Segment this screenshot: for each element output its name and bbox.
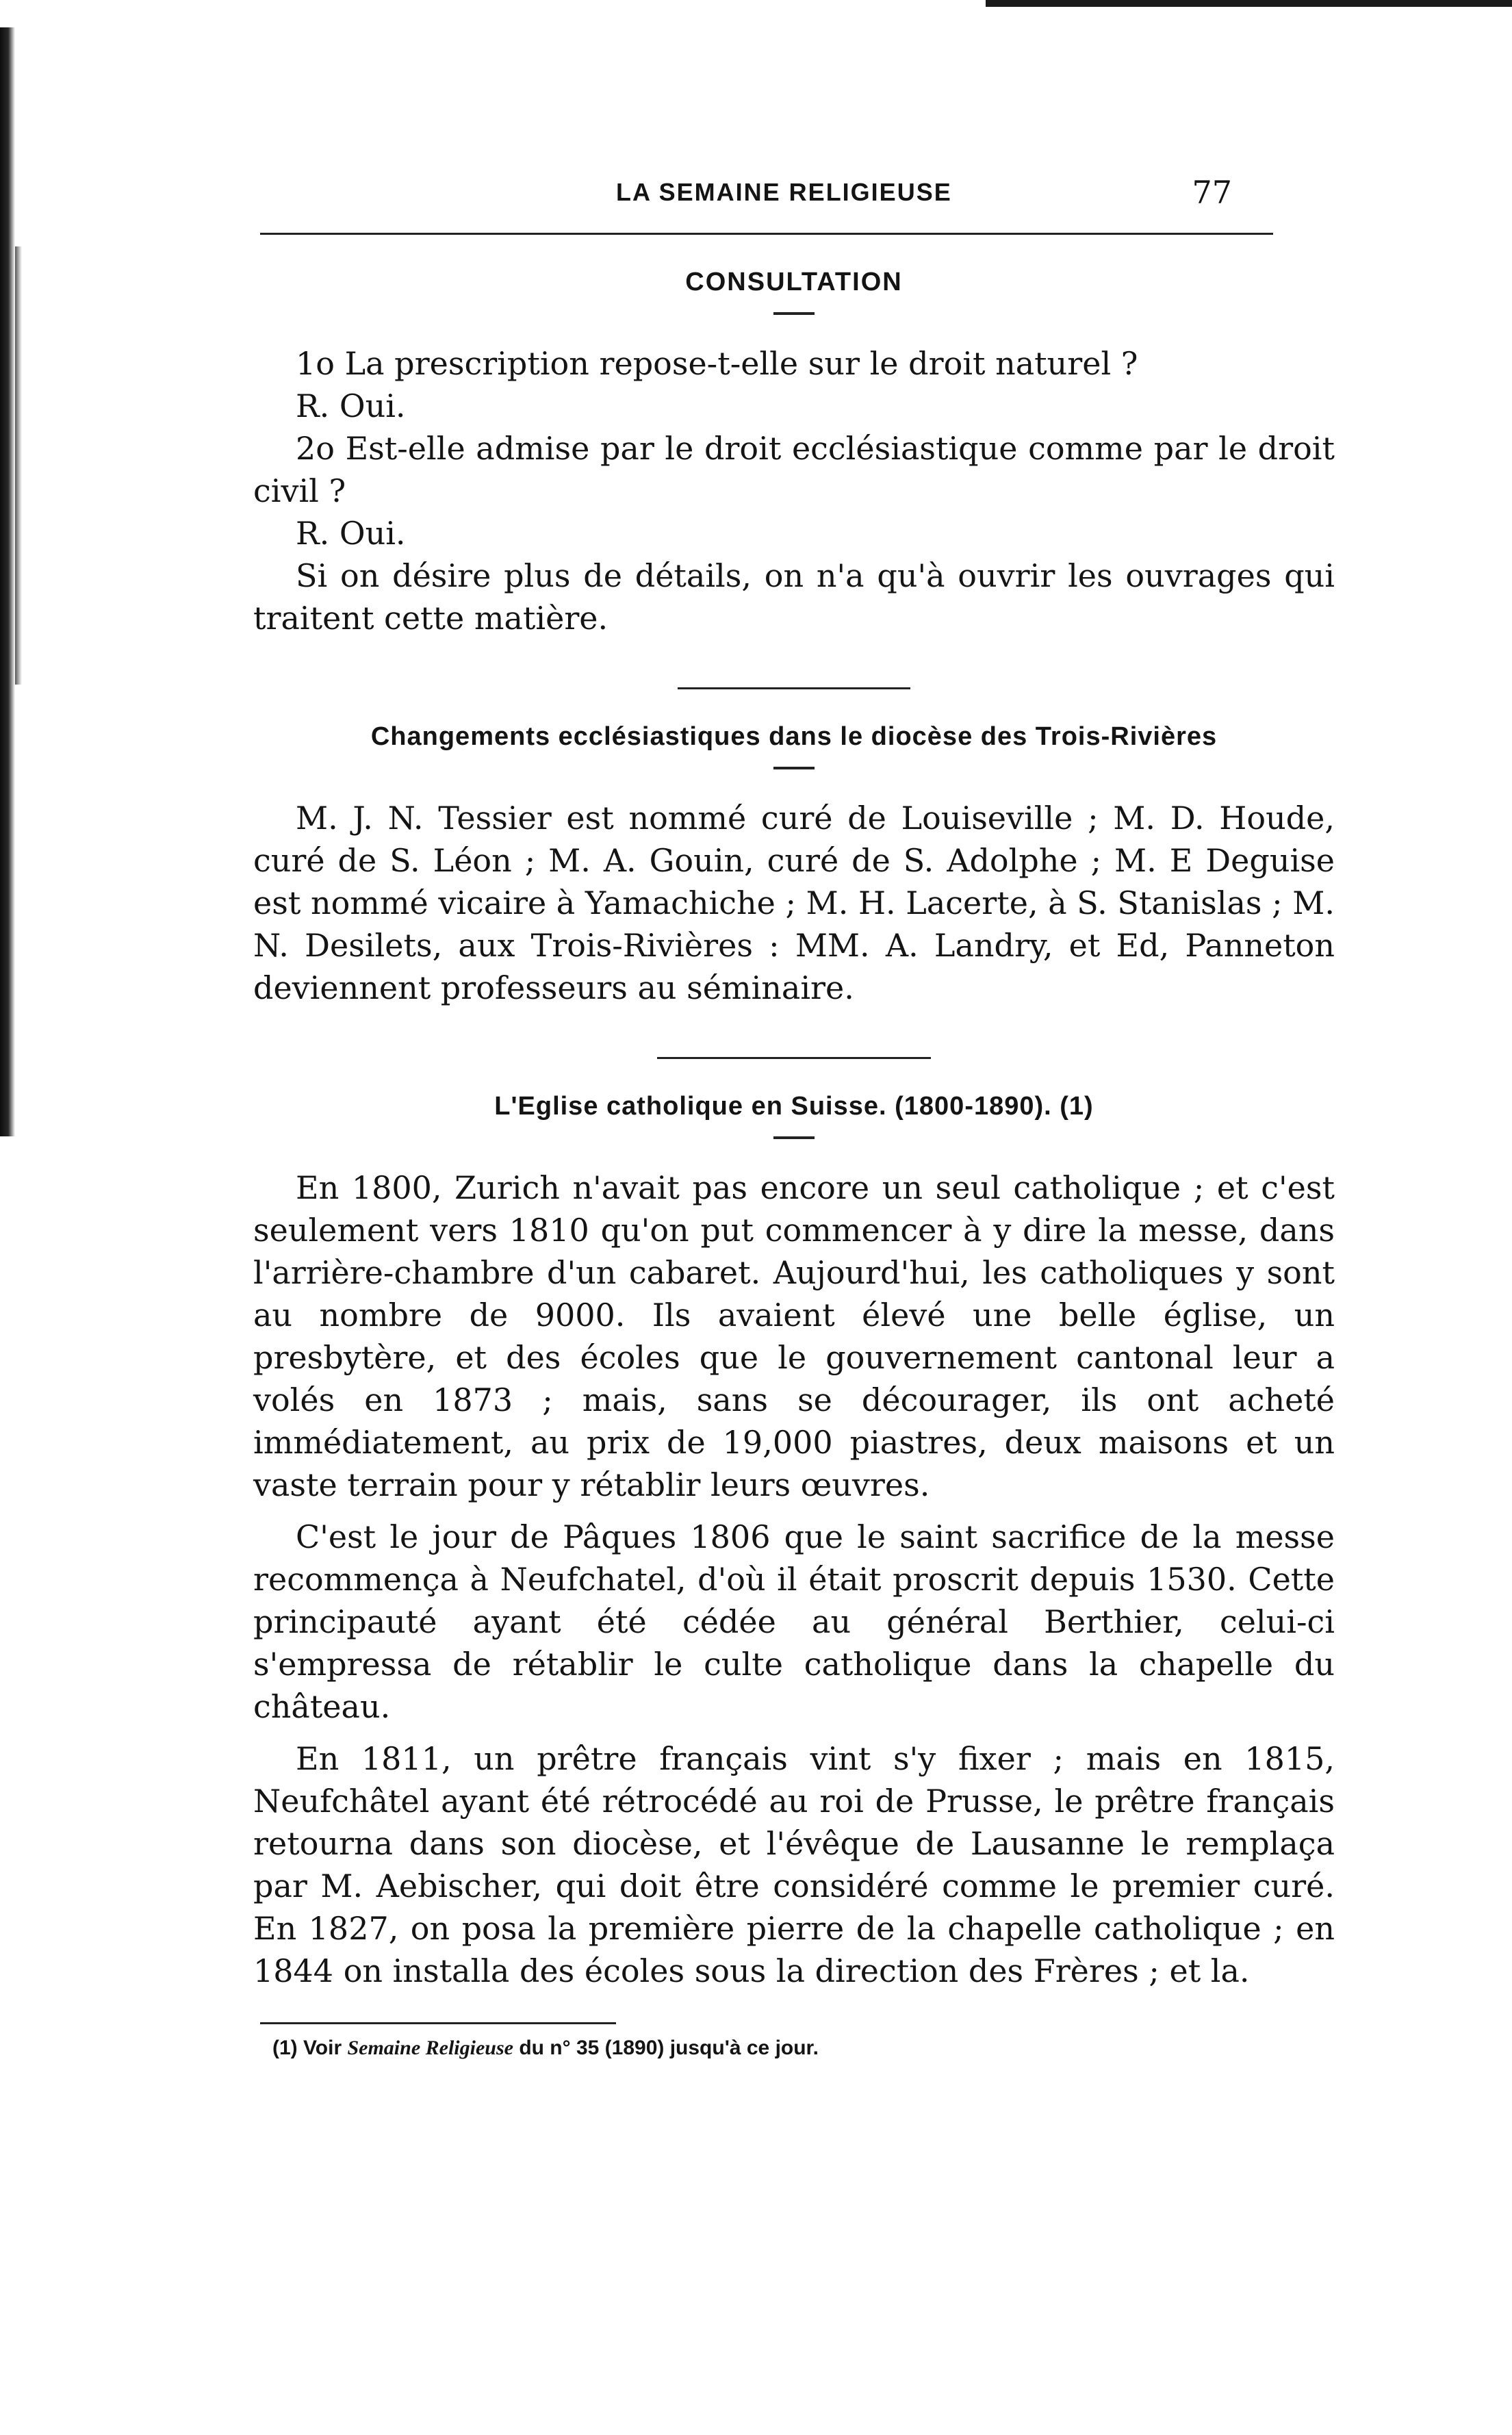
suisse-paragraph-3: En 1811, un prêtre français vint s'y fixer ; mais en 1815, Neufchâtel ayant été rétrocédé au roi de Prusse, le prêtre français retourna dans son diocèse, et l'évêque de Lausanne le remplaça par M. Aebischer, qui doit être considéré comme le premier curé. En 1827, on posa la première pierre de la chapelle catholique ; en 1844 on installa des écoles sous la direction des Frères ; et la. xyxy=(253,1740,1335,1989)
consultation-note: Si on désire plus de détails, on n'a qu'à ouvrir les ouvrages qui traitent cette matière. xyxy=(253,557,1335,637)
changes-body: M. J. N. Tessier est nommé curé de Louiseville ; M. D. Houde, curé de S. Léon ; M. A. Gouin, curé de S. Adolphe ; M. E Deguise est nommé vicaire à Yamachiche ; M. H. Lacerte, à S. Stanislas ; M. N. Desilets, aux Trois-Rivières : MM. A. Landry, et Ed, Panneton deviennent professeurs au séminaire. xyxy=(253,800,1335,1006)
suisse-paragraph-2: C'est le jour de Pâques 1806 que le saint sacrifice de la messe recommença à Neufchatel, d'où il était proscrit depuis 1530. Cette principauté ayant été cédée au général Berthier, celui-ci s'empressa de rétablir le culte catholique dans la chapelle du château. xyxy=(253,1518,1335,1725)
footnote-suffix: du n° 35 (1890) jusqu'à ce jour. xyxy=(519,2037,819,2059)
section-separator xyxy=(678,687,910,689)
question-2: 2o Est-elle admise par le droit ecclésiastique comme par le droit civil ? xyxy=(253,430,1335,509)
footnote-rule xyxy=(260,2022,616,2024)
answer-2: R. Oui. xyxy=(296,515,406,552)
page-number: 77 xyxy=(1192,174,1232,211)
title-dash xyxy=(773,1136,815,1139)
changes-title: Changements ecclésiastiques dans le diocèse des Trois-Rivières xyxy=(370,722,1218,751)
scan-binding-shadow-inner xyxy=(15,246,22,685)
answer-1: R. Oui. xyxy=(296,387,406,424)
footnote-publication: Semaine Religieuse xyxy=(347,2037,513,2059)
footnote xyxy=(253,2034,1335,2063)
section-changes xyxy=(253,722,1335,1009)
section-separator xyxy=(657,1057,931,1059)
scan-binding-shadow xyxy=(0,27,15,1136)
title-dash xyxy=(773,767,815,769)
consultation-title: CONSULTATION xyxy=(685,268,903,296)
section-suisse xyxy=(253,1092,1335,1992)
footnote-prefix: (1) Voir xyxy=(272,2037,342,2059)
question-1: 1o La prescription repose-t-elle sur le droit naturel ? xyxy=(296,345,1138,382)
running-title: LA SEMAINE RELIGIEUSE xyxy=(616,178,952,206)
scan-top-edge xyxy=(986,0,1512,7)
header-rule xyxy=(260,233,1273,235)
suisse-title: L'Eglise catholique en Suisse. (1800-1890). (1) xyxy=(494,1092,1094,1121)
title-dash xyxy=(773,312,815,315)
suisse-paragraph-1: En 1800, Zurich n'avait pas encore un seul catholique ; et c'est seulement vers 1810 qu'on put commencer à y dire la messe, dans l'arrière-chambre d'un cabaret. Aujourd'hui, les catholiques y sont au nombre de 9000. Ils avaient élevé une belle église, un presbytère, et des écoles que le gouvernement cantonal leur a volés en 1873 ; mais, sans se décourager, ils ont acheté immédiatement, au prix de 19,000 piastres, deux maisons et un vaste terrain pour y rétablir leurs œuvres. xyxy=(253,1169,1335,1503)
section-consultation xyxy=(253,268,1335,639)
running-head xyxy=(253,171,1335,233)
page xyxy=(253,171,1335,2063)
